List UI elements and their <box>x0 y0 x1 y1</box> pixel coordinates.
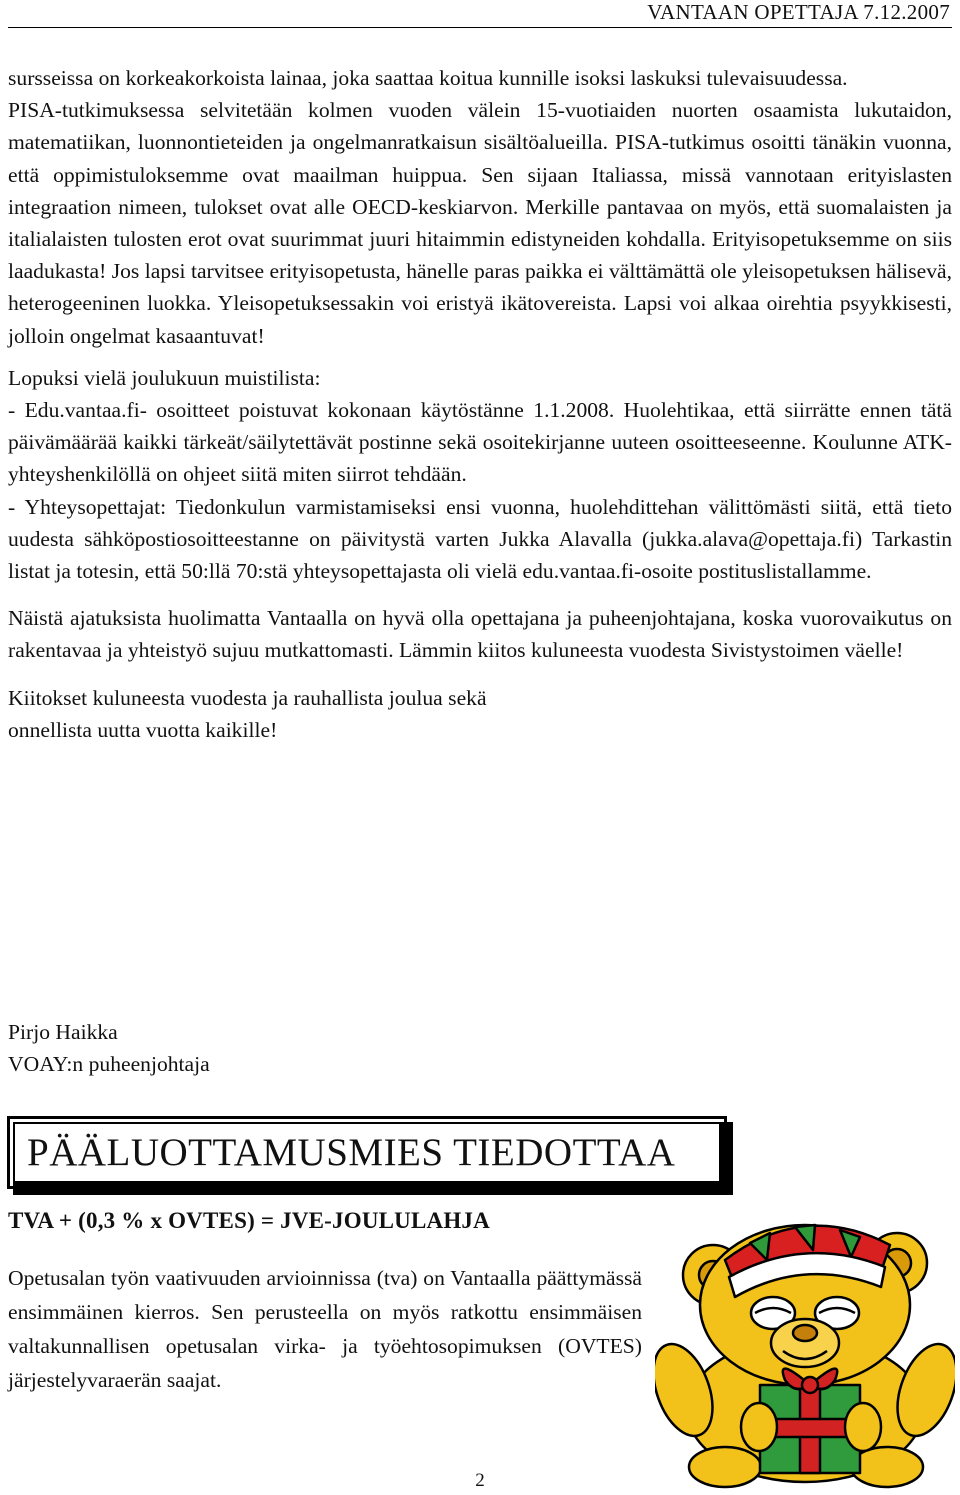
signature-title: VOAY:n puheenjohtaja <box>8 1052 210 1076</box>
tva-paragraph: Opetusalan työn vaativuuden arvioinnissa (tva) on Vantaalla päättymässä ensimmäinen kierros. Sen perusteella on myös ratkottu ensimmäisen valtakunnallisen opetusalan virka- ja työehtosopimuksen (OVTES) järjestelyvaraerän saajat. <box>8 1266 642 1392</box>
signature-name: Pirjo Haikka <box>8 1020 118 1044</box>
signature <box>8 1016 210 1080</box>
article-body <box>8 62 952 746</box>
page-number: 2 <box>475 1470 485 1491</box>
paragraph-1: sursseissa on korkeakorkoista lainaa, joka saattaa koitua kunnille isoksi laskuksi tulevaisuudessa. <box>8 66 848 90</box>
closing-paragraph: Näistä ajatuksista huolimatta Vantaalla on hyvä olla opettajana ja puheenjohtajana, koska vuorovaikutus on rakentavaa ja yhteistyö sujuu mutkattomasti. Lämmin kiitos kuluneesta vuodesta Sivistystoimen väelle! <box>8 606 952 663</box>
greeting-line-2: onnellista uutta vuotta kaikille! <box>8 717 278 742</box>
greeting-line-1: Kiitokset kuluneesta vuodesta ja rauhallista joulua sekä <box>8 685 487 710</box>
teddy-bear-gift-icon <box>655 1205 955 1490</box>
greeting <box>8 682 952 746</box>
formula-heading: TVA + (0,3 % x OVTES) = JVE-JOULULAHJA <box>8 1208 490 1233</box>
list-item-2: - Yhteysopettajat: Tiedonkulun varmistamiseksi ensi vuonna, huolehdittehan välittömästi siitä, että tieto uudesta sähköpostiosoitteestanne on päivitystä varten Jukka Alavalla (jukka.alava@opettaja.fi) Tarkastin listat ja totesin, että 50:llä 70:stä yhteysopettajasta oli vielä edu.vantaa.fi-osoite postituslistallamme. <box>8 494 952 584</box>
publication-header: VANTAAN OPETTAJA 7.12.2007 <box>647 0 950 24</box>
header-rule <box>8 27 952 28</box>
section-banner <box>7 1116 727 1189</box>
banner-title: PÄÄLUOTTAMUSMIES TIEDOTTAA <box>14 1123 720 1182</box>
list-intro: Lopuksi vielä joulukuun muistilista: <box>8 365 321 390</box>
list-item-1: - Edu.vantaa.fi- osoitteet poistuvat kokonaan käytöstänne 1.1.2008. Huolehtikaa, että siirrätte ennen tätä päivämäärää kaikki tärkeät/säilytettävät postinne sekä osoitekirjanne uuteen osoitteeseenne. Koulunne ATK-yhteyshenkilöllä on ohjeet siitä miten siirrot tehdään. <box>8 398 952 487</box>
paragraph-2: PISA-tutkimuksessa selvitetään kolmen vuoden välein 15-vuotiaiden nuorten osaamista lukutaidon, matematiikan, luonnontieteiden ja ongelmanratkaisun sisältöalueilla. PISA-tutkimus osoitti tänäkin vuonna, että oppimistuloksemme ovat maailman huippua. Sen sijaan Italiassa, missä vannotaan erityislasten integraation nimeen, tulokset ovat alle OECD-keskiarvon. Merkille pantavaa on myös, että suomalaisten ja italialaisten tulosten erot ovat suurimmat juuri hitaimmin edistyneiden kohdalla. Erityisopetuksemme on siis laadukasta! Jos lapsi tarvitsee erityisopetusta, hänelle paras paikka ei välttämättä ole yleisopetuksen hälisevä, heterogeeninen luokka. Yleisopetuksessakin voi eristyä ikätovereista. Lapsi voi alkaa oirehtia psyykkisesti, jolloin ongelmat kasaantuvat! <box>8 98 952 348</box>
